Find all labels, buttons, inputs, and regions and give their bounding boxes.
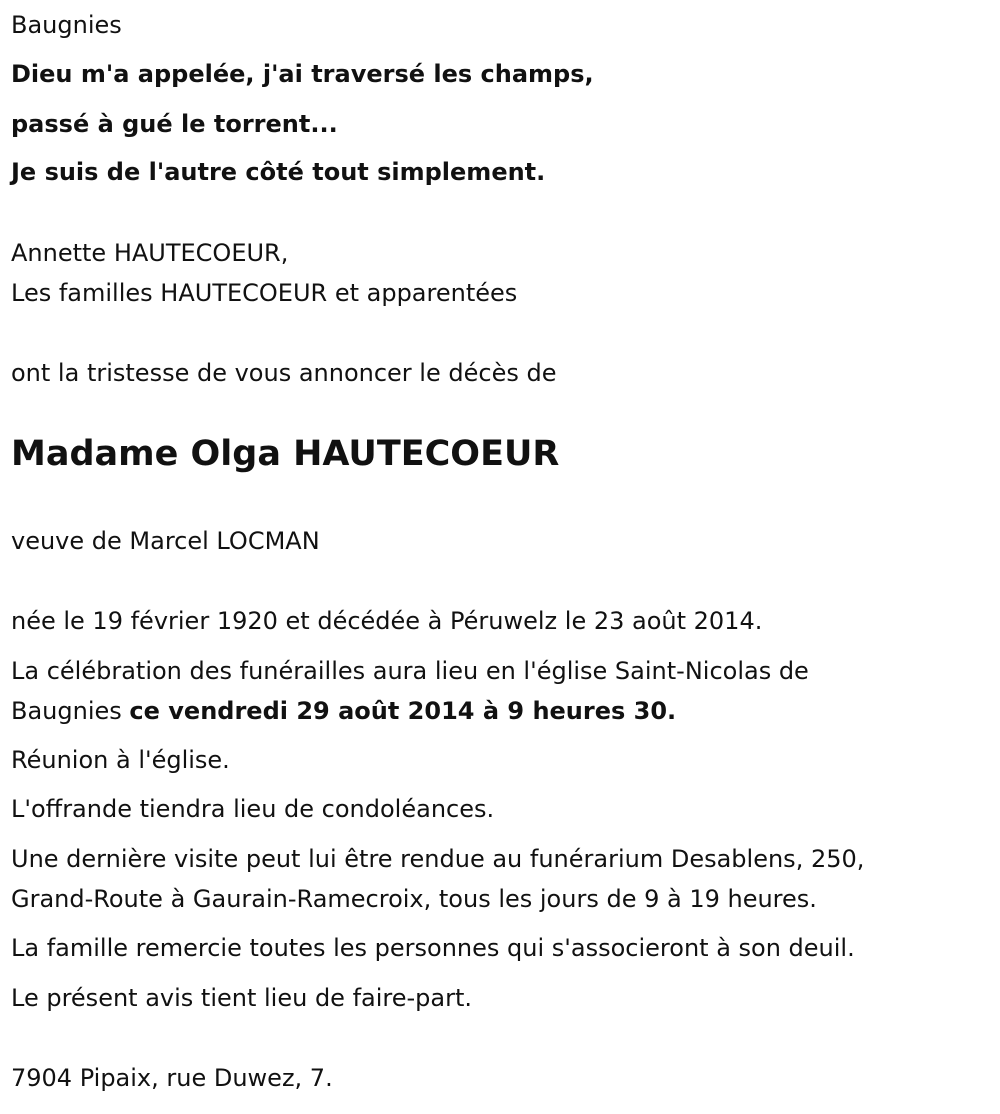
ceremony-line-1: La célébration des funérailles aura lieu en l'église Saint-Nicolas de <box>11 657 809 685</box>
widow-of-text: veuve de Marcel LOCMAN <box>11 527 320 555</box>
ceremony-line-2 <box>11 696 676 726</box>
visit-line-1: Une dernière visite peut lui être rendue au funérarium Desablens, 250, <box>11 845 865 873</box>
ceremony-place: Baugnies <box>11 697 130 725</box>
announcement-text: ont la tristesse de vous annoncer le décès de <box>11 359 557 387</box>
offering-text: L'offrande tiendra lieu de condoléances. <box>11 795 495 823</box>
ceremony-date: ce vendredi 29 août 2014 à 9 heures 30. <box>129 697 677 725</box>
birth-death-text: née le 19 février 1920 et décédée à Péruwelz le 23 août 2014. <box>11 607 763 635</box>
thanks-text: La famille remercie toutes les personnes qui s'associeront à son deuil. <box>11 934 855 962</box>
family-line-1: Annette HAUTECOEUR, <box>11 239 289 267</box>
place-heading: Baugnies <box>11 11 122 39</box>
family-line-2: Les familles HAUTECOEUR et apparentées <box>11 279 518 307</box>
address-text: 7904 Pipaix, rue Duwez, 7. <box>11 1064 333 1092</box>
visit-line-2: Grand-Route à Gaurain-Ramecroix, tous les jours de 9 à 19 heures. <box>11 885 817 913</box>
deceased-name: Madame Olga HAUTECOEUR <box>11 434 560 474</box>
poem-line-3: Je suis de l'autre côté tout simplement. <box>11 158 546 186</box>
notice-text: Le présent avis tient lieu de faire-part. <box>11 984 473 1012</box>
meeting-text: Réunion à l'église. <box>11 746 230 774</box>
poem-line-2: passé à gué le torrent... <box>11 110 338 138</box>
poem-line-1: Dieu m'a appelée, j'ai traversé les champs, <box>11 60 594 88</box>
